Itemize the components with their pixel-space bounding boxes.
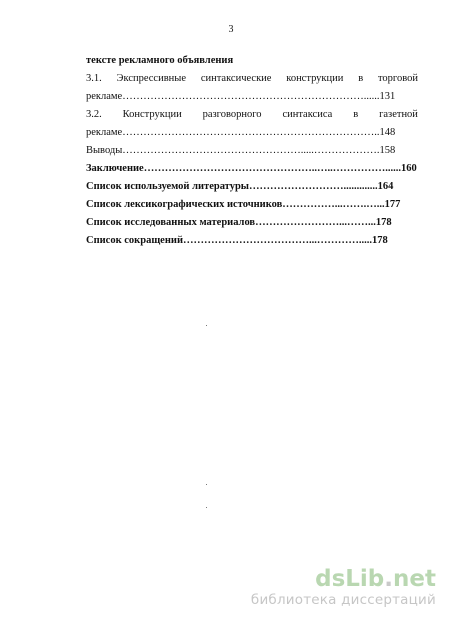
toc-heading-tail: тексте рекламного объявления xyxy=(86,55,234,66)
watermark-logo-dot: . xyxy=(384,566,394,592)
toc-word: в xyxy=(353,109,359,120)
watermark-logo xyxy=(251,567,436,592)
toc-word: газетной xyxy=(379,109,418,120)
scan-speck xyxy=(206,507,207,508)
toc-word: Экспрессивные xyxy=(116,73,187,84)
toc-word: разговорного xyxy=(202,109,262,120)
toc-item-3-2-continuation: рекламе………………………………………………………………..148 xyxy=(86,127,396,138)
toc-word: конструкции xyxy=(286,73,344,84)
toc-word: синтаксические xyxy=(200,73,272,84)
scan-speck xyxy=(206,325,207,326)
watermark-logo-main: dsLib xyxy=(315,566,385,592)
toc-item-3-2-title xyxy=(86,106,418,124)
toc-item-studied-materials: Список исследованных материалов……………………...……...178 xyxy=(86,217,392,228)
toc-item-lexicographic-sources: Список лексикографических источников……………...…….…...177 xyxy=(86,199,401,210)
watermark-logo-tld: net xyxy=(393,566,436,592)
toc-word: синтаксиса xyxy=(282,109,333,120)
toc-word: торговой xyxy=(377,73,418,84)
scan-speck xyxy=(206,484,207,485)
table-of-contents xyxy=(86,52,418,250)
page-number: 3 xyxy=(228,24,234,35)
toc-item-literature: Список используемой литературы……………………….............164 xyxy=(86,181,394,192)
toc-item-abbreviations: Список сокращений………………………………...………….....178 xyxy=(86,235,388,246)
toc-item-summary: Заключение…………………………………………..…..……………......160 xyxy=(86,163,417,174)
watermark-subtitle: библиотека диссертаций xyxy=(250,592,436,608)
toc-word: в xyxy=(358,73,364,84)
toc-item-conclusions: Выводы…………………………………………….....……………….158 xyxy=(86,145,396,156)
toc-item-3-1-title xyxy=(86,70,418,88)
toc-word: 3.2. xyxy=(86,109,102,120)
toc-word: Конструкции xyxy=(122,109,182,120)
toc-item-3-1-continuation: рекламе……………………………………………………………......131 xyxy=(86,91,396,102)
toc-word: 3.1. xyxy=(86,73,102,84)
watermark xyxy=(251,567,436,609)
